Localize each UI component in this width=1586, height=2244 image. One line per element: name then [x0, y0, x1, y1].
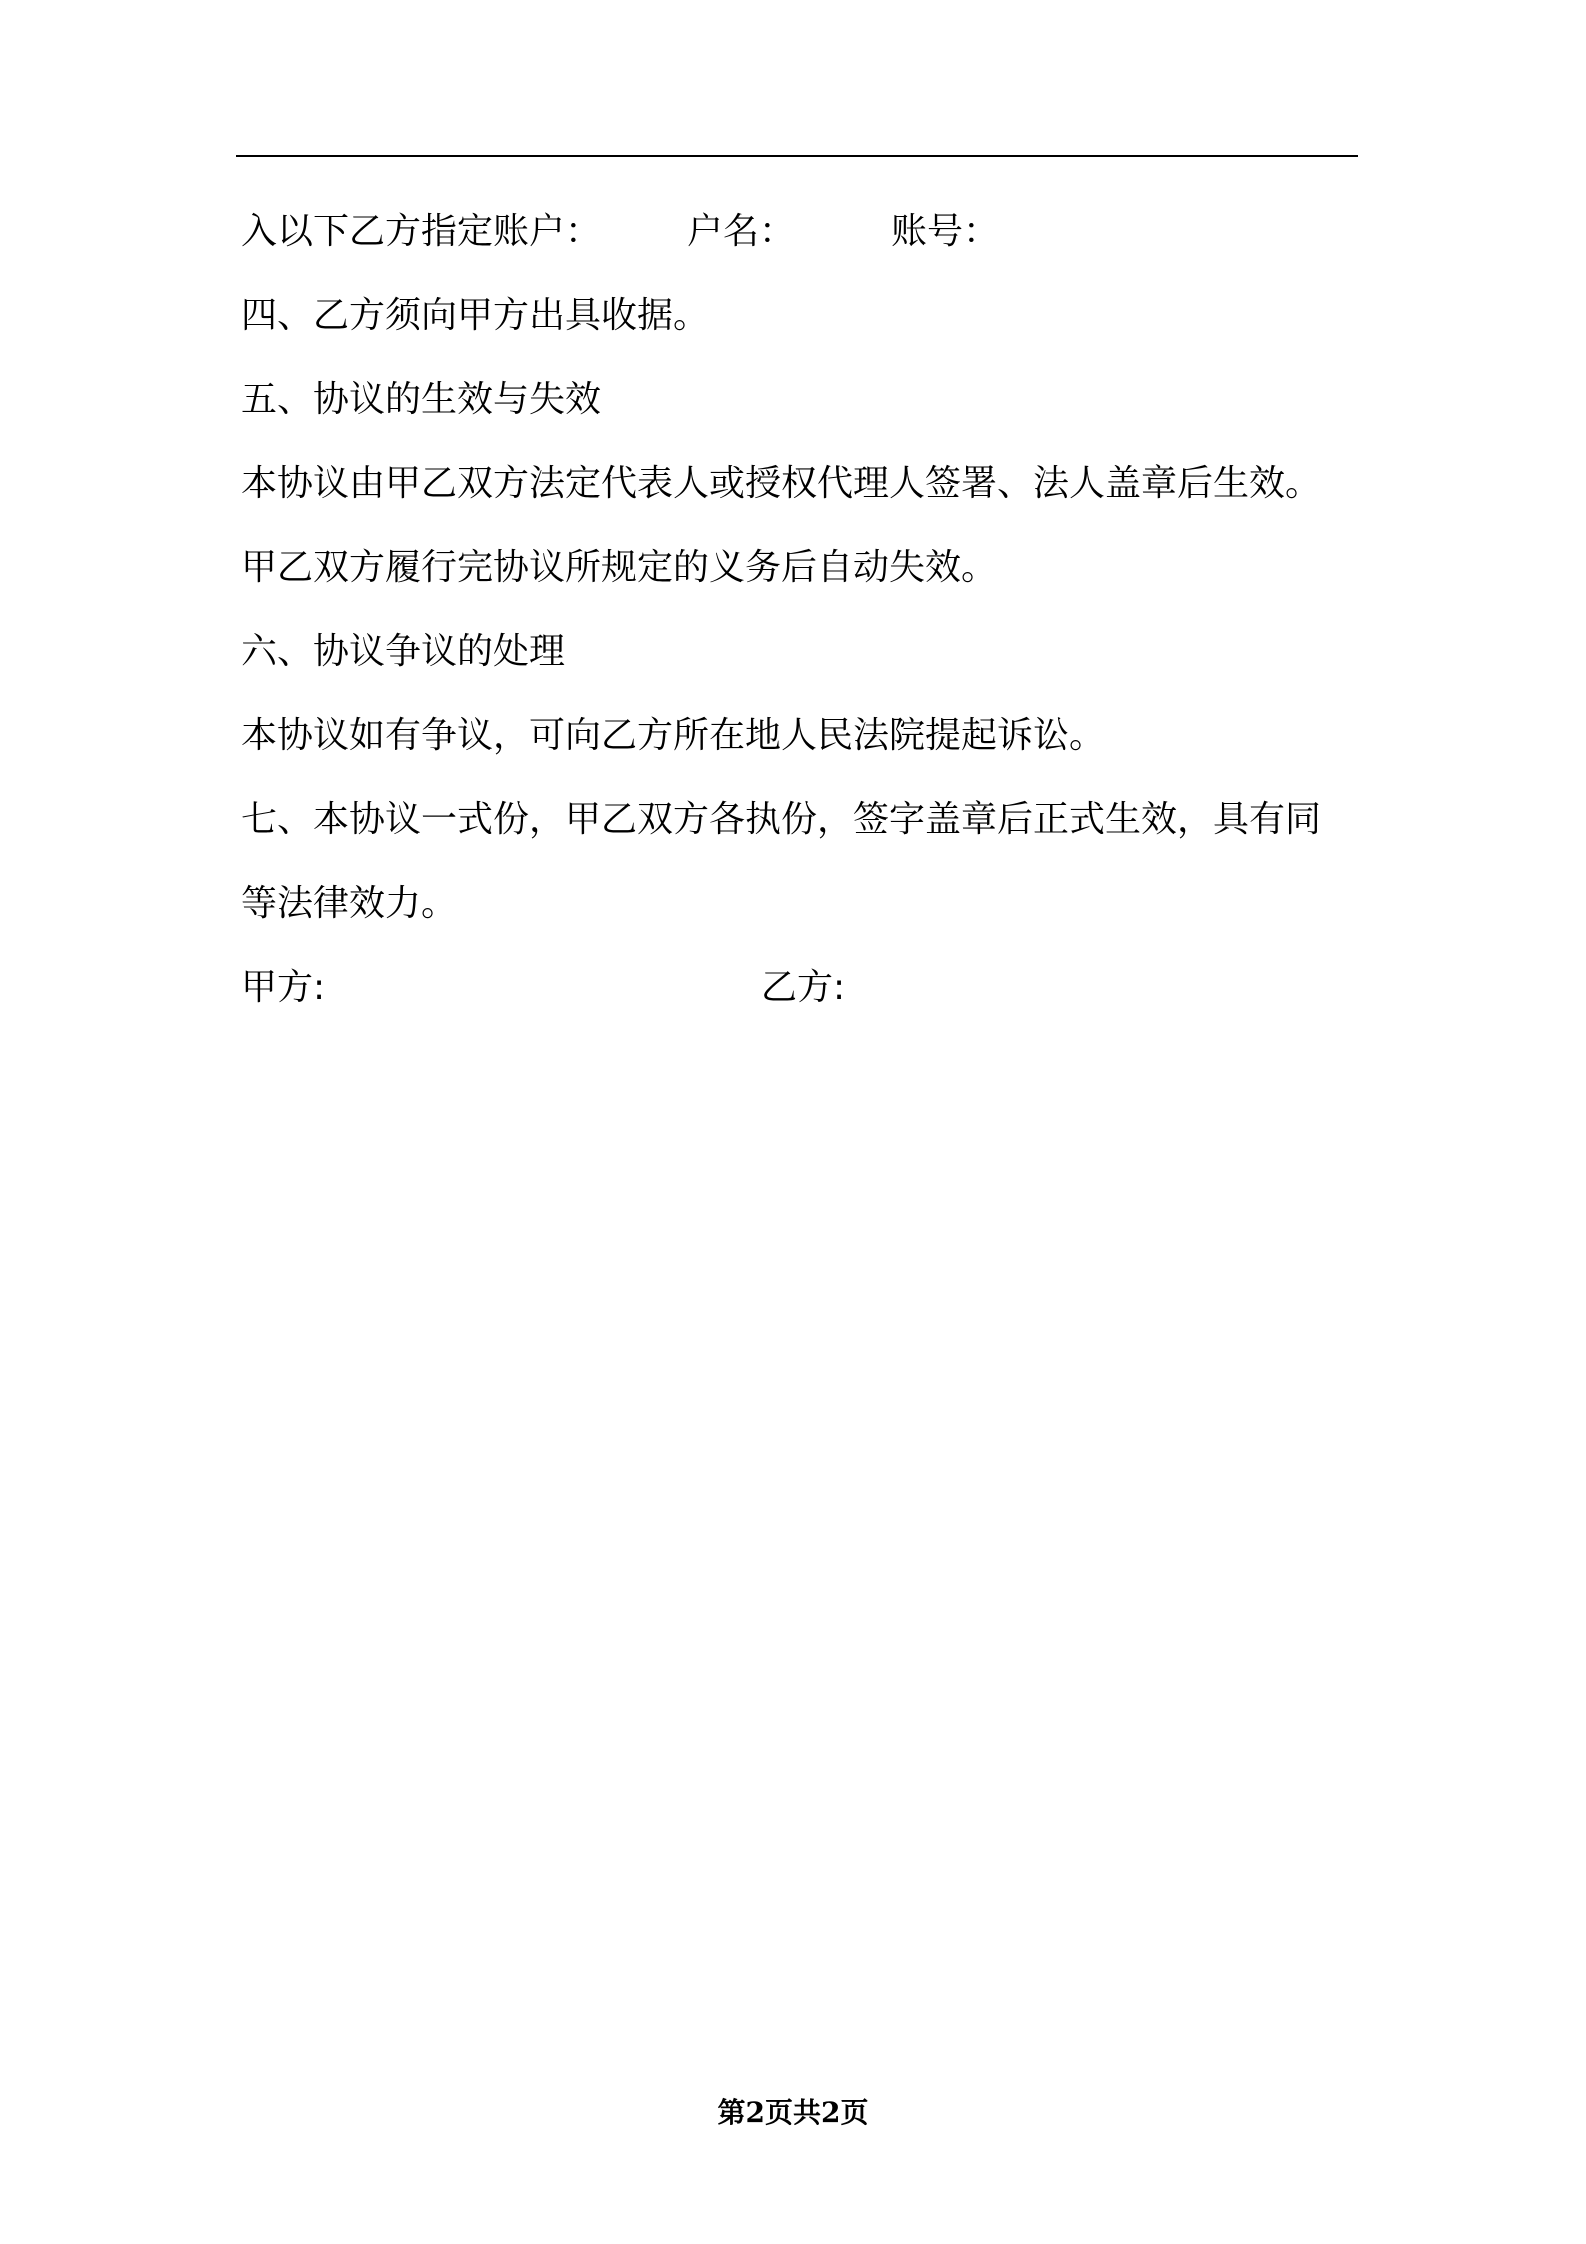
party-a-label: 甲方:	[241, 967, 326, 1008]
clause-6-heading: 六、协议争议的处理	[241, 631, 566, 672]
page-number: 第2页共2页	[717, 2096, 869, 2129]
clause-7-line-1: 七、本协议一式份，甲乙双方各执份，签字盖章后正式生效，具有同	[241, 799, 1322, 840]
clause-4: 四、乙方须向甲方出具收据。	[241, 295, 710, 336]
party-b-label: 乙方:	[761, 967, 846, 1008]
account-intro: 入以下乙方指定账户：	[241, 211, 602, 252]
clause-6-text: 本协议如有争议，可向乙方所在地人民法院提起诉讼。	[241, 715, 1106, 756]
clause-5-text-1: 本协议由甲乙双方法定代表人或授权代理人签署、法人盖章后生效。	[241, 463, 1322, 504]
clause-5-heading: 五、协议的生效与失效	[241, 379, 602, 420]
account-name-label: 户名：	[687, 211, 796, 252]
signature-line	[241, 946, 1371, 1030]
document-body	[241, 190, 1371, 1030]
clause-5-text-2: 甲乙双方履行完协议所规定的义务后自动失效。	[241, 547, 998, 588]
account-number-label: 账号：	[891, 211, 1000, 252]
clause-7-line-2: 等法律效力。	[241, 883, 458, 924]
header-rule	[236, 155, 1358, 157]
account-line	[241, 190, 1371, 274]
